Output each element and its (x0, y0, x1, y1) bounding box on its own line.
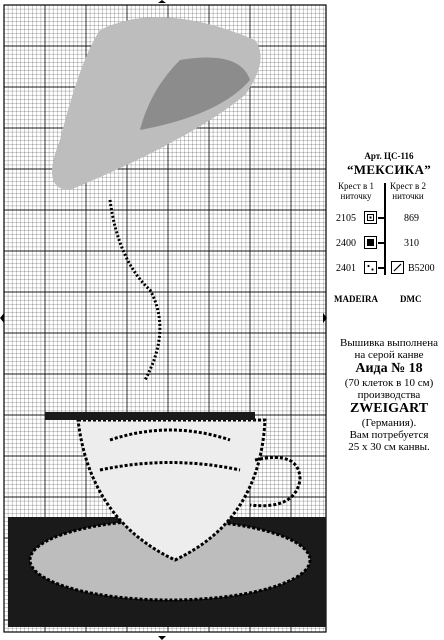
color-legend (330, 181, 442, 311)
madeira-code: 2400 (336, 238, 356, 249)
madeira-code: 2401 (336, 263, 356, 274)
cup-top-rim (45, 412, 255, 420)
brand-dmc: DMC (400, 294, 422, 304)
canvas-size: 25 х 30 см канвы. (348, 441, 430, 453)
instructions (336, 337, 442, 453)
legend-header-single: Крест в 1 ниточку (338, 181, 374, 201)
filled-square-icon (364, 236, 377, 249)
brand-madeira: MADEIRA (334, 294, 378, 304)
steam-line (110, 200, 160, 380)
pattern-title: “МЕКСИКА” (346, 162, 432, 177)
producer-name: ZWEIGART (349, 401, 429, 416)
info-line: Вам потребуется (349, 429, 429, 441)
legend-row (330, 236, 442, 252)
fabric-count: (70 клеток в 10 см) (344, 377, 434, 389)
legend-header-double: Крест в 2 ниточки (390, 181, 426, 201)
dots-icon (364, 261, 377, 274)
legend-connector (378, 217, 384, 219)
center-arrow-bottom-icon (158, 636, 166, 640)
center-arrow-left-icon (0, 313, 4, 323)
dmc-code: 869 (404, 213, 419, 224)
legend-connector (378, 267, 384, 269)
producer-country: (Германия). (361, 417, 417, 429)
info-line: Вышивка выполнена (340, 337, 438, 349)
madeira-code: 2105 (336, 213, 356, 224)
legend-connector (378, 242, 384, 244)
dmc-code: 310 (404, 238, 419, 249)
dmc-code: B5200 (408, 263, 435, 274)
fabric-name: Аида № 18 (355, 361, 423, 376)
info-line: производства (357, 389, 421, 401)
legend-row (330, 261, 442, 277)
center-arrow-top-icon (158, 0, 166, 3)
dot-square-icon (364, 211, 377, 224)
info-line: на серой канве (354, 349, 424, 361)
cup-motif (8, 17, 326, 627)
legend-row (330, 211, 442, 227)
article-number: Арт. ЦС-116 (364, 151, 414, 161)
slash-icon (391, 261, 404, 274)
